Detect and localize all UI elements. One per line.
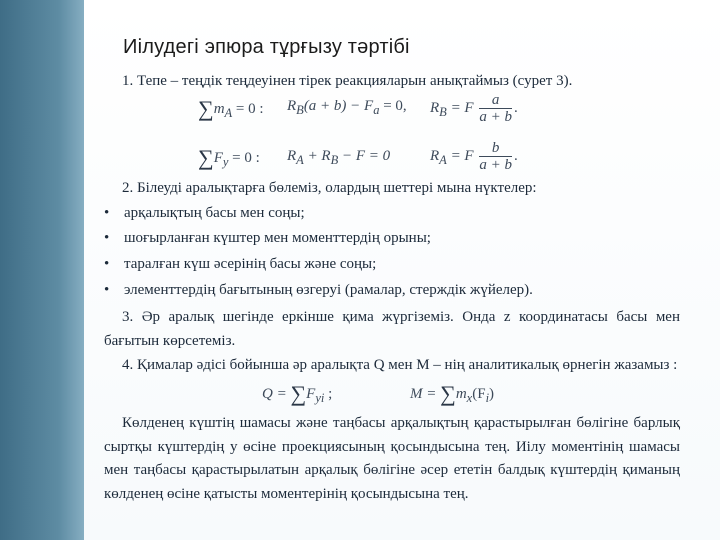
slide-title: Иілудегі эпюра тұрғызу тәртібі (123, 36, 410, 58)
equation-rb-result: $R_B = F$ $\frac{a}{a + b}$ . (430, 92, 518, 125)
fraction-rb: $\frac{a}{a + b}$ (479, 92, 512, 125)
bullet-marker: • (104, 256, 110, 272)
equation-sum-fy-expanded: $R_A + R_B - F = 0$ (287, 148, 391, 167)
step-3-text: 3. Әр аралық шегінде еркінше қима жүргіземіз. Онда z координатасы басы мен бағытын көрсетеміз. (104, 309, 680, 349)
equation-moment-a-expanded: $R_B(a + b) - F_a = 0$, (287, 98, 407, 117)
equation-q: $Q = \sum F_{yi}$ ; (262, 381, 333, 406)
bullet-marker: • (104, 205, 110, 221)
equation-ra-result: $R_A = F$ $\frac{b}{a + b}$ . (430, 140, 518, 173)
bullet-item: элементтердің бағытының өзгеруі (рамалар, стерждік жүйелер). (124, 282, 533, 298)
equation-m: $M = \sum m_x(F_i)$ (410, 381, 495, 406)
decorative-side-strip (0, 0, 84, 540)
bullet-marker: • (104, 282, 110, 298)
bullet-item: шоғырланған күштер мен моменттердің орыны; (124, 230, 431, 246)
final-paragraph: Көлденең күштің шамасы және таңбасы арқалықтың қарастырылған бөлігіне барлық сыртқы күштердің у өсіне проекциясының қосындысына тең. Иілу моментінің шамасы мен таңбасы қарастырылатын арқалық бөлігіне әсер ететін балдық күштердің қиманың көлденең өсіне қатысты моментерінің қосындысына тең. (104, 415, 680, 502)
bullet-marker: • (104, 230, 110, 246)
fraction-ra: $\frac{b}{a + b}$ (479, 140, 512, 173)
equation-moment-a: $\sum m_A = 0$ : (198, 96, 264, 121)
bullet-item: арқалықтың басы мен соңы; (124, 205, 305, 221)
equation-sum-fy: $\sum F_y = 0$ : (198, 145, 260, 170)
step-4-text: 4. Қималар әдісі бойынша әр аралықта Q мен M – нің аналитикалық өрнегін жазамыз : (122, 357, 678, 373)
bullet-item: таралған күш әсерінің басы және соңы; (124, 256, 377, 272)
step-2-text: 2. Білеуді аралықтарға бөлеміз, олардың шеттері мына нүктелер: (122, 180, 537, 196)
step-1-text: 1. Тепе – теңдік теңдеуінен тірек реакцияларын анықтаймыз (сурет 3). (122, 73, 573, 89)
